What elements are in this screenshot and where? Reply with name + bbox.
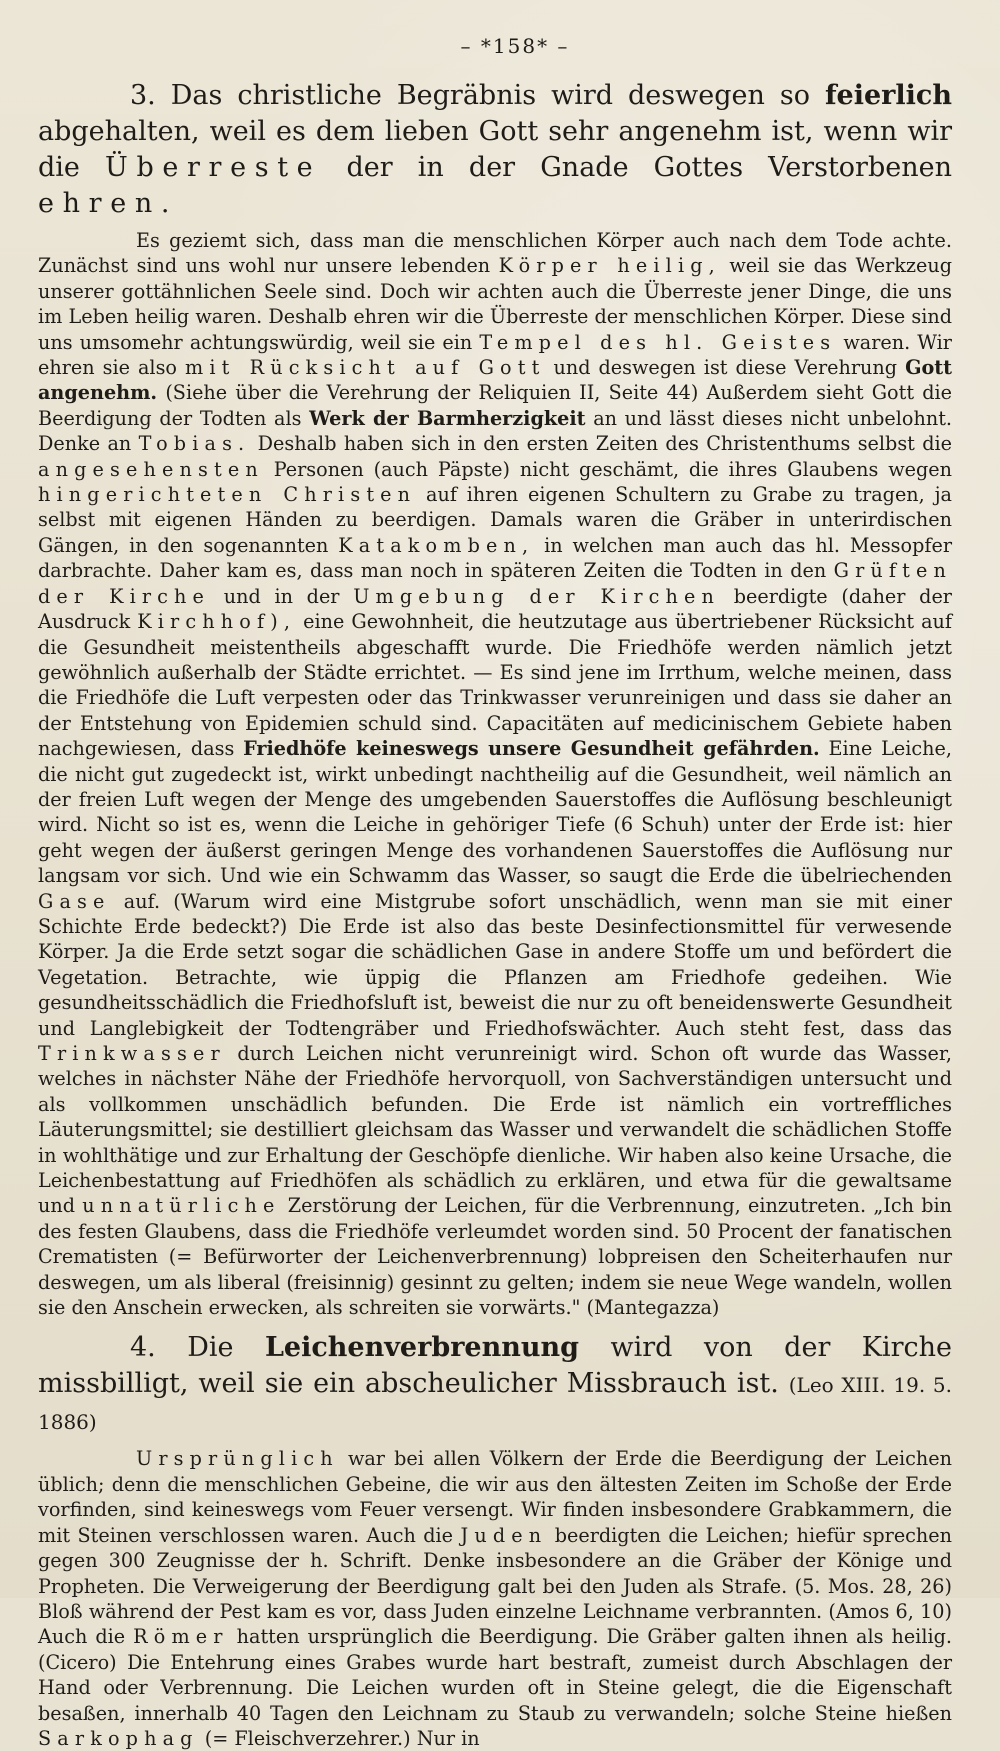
paragraph — [38, 1446, 952, 1751]
text-run: (Siehe über die Verehrung der Reliquien II, Seite 44) Außerdem sieht Gott die Beerdigung der Todten als — [38, 381, 953, 430]
text-run: weil sie das Werkzeug unserer gottähnlichen Seele sind. Doch wir achten auch die Überreste jener Dinge, die uns im Leben heilig waren. Deshalb ehren wir die Überreste der menschlichen Körper. Diese sind uns umsomehr achtungswürdig, weil sie ein — [38, 254, 953, 354]
section-3-number: 3. — [130, 80, 156, 111]
text-run: Es geziemt sich, dass man die menschlichen Körper auch nach dem Tode achte. Zunächst sind uns wohl nur unsere lebenden — [38, 229, 952, 278]
section-4-number: 4. — [130, 1332, 156, 1364]
spaced-text: Tempel des hl. Geistes — [479, 330, 837, 354]
bold-text: Werk der Barmherzigkeit — [309, 406, 586, 430]
section-3-heading — [38, 78, 952, 222]
heading-text: wird von der Kirche missbilligt, weil sie ein abscheulicher Missbrauch ist. — [38, 1332, 952, 1400]
spaced-text: Umgebung der Kirchen — [353, 584, 721, 608]
text-run: Personen (auch Päpste) nicht geschämt, die ihres Glaubens wegen — [273, 457, 952, 481]
spaced-text: Römer — [133, 1625, 229, 1649]
text-run: Deshalb haben sich in den ersten Zeiten des Christenthums selbst die — [257, 432, 953, 456]
spaced-text: angesehensten — [38, 457, 264, 481]
text-run: (= Fleischverzehrer.) Nur in — [204, 1726, 480, 1750]
text-run: auf. (Warum wird eine Mistgrube sofort unschädlich, wenn man sie mit einer Schichte Erde bedeckt?) Die Erde ist also das beste Desinfectionsmittel für verwesende Körper. Ja die Erde setzt sogar die schädlichen Gase in andere Stoffe um und befördert die Vegetation. Betrachte, wie üppig die Pflanzen am Friedhofe gedeihen. Wie gesundheitsschädlich die Friedhofsluft ist, beweist die nur zu oft beneidenswerte Gesundheit und Langlebigkeit der Todtengräber und Friedhofswächter. Auch steht fest, dass das — [38, 889, 952, 1040]
spaced-text: Körper heilig, — [498, 254, 721, 278]
text-run: in welchen man auch das hl. Messopfer darbrachte. Daher kam es, dass man noch in späteren Zeiten die Todten in den — [38, 533, 952, 583]
text-run: eine Gewohnheit, die heutzutage aus übertriebener Rücksicht auf die Gesundheit meistentheils abgeschafft wurde. Die Friedhöfe werden nämlich jetzt gewöhnlich außerhalb der Städte errichtet. — Es sind jene im Irrthum, welche meinen, dass die Friedhöfe die Luft verpesten oder das Trinkwasser verunreinigen und dass sie daher an der Entstehung von Epidemien schuld sind. Capacitäten auf medicinischem Gebiete haben nachgewiesen, dass — [38, 610, 953, 761]
heading-text: Die — [187, 1332, 234, 1364]
heading-spaced-text: Überreste — [105, 152, 322, 183]
heading-text: abgehalten, weil es dem lieben Gott sehr angenehm ist, wenn wir die — [38, 116, 952, 183]
text-run: und deswegen ist diese Verehrung — [553, 356, 898, 380]
text-run: hatten ursprünglich die Beerdigung. Die Gräber galten ihnen als heilig. (Cicero) Die Entehrung eines Grabes wurde hart bestraft, zumeist durch Abschlagen der Hand oder Verbrennung. Die Leichen wurden oft in Steine gelegt, die die Eigenschaft besaßen, innerhalb 40 Tagen den Leichnam zu Staub zu verwandeln; solche Steine hießen — [38, 1625, 952, 1725]
text-run: beerdigten die Leichen; hiefür sprechen gegen 300 Zeugnisse der h. Schrift. Denke insbesondere an die Gräber der Könige und Propheten. Die Verweigerung der Beerdigung galt bei den Juden als Strafe. (5. Mos. 28, 26) Bloß während der Pest kam es vor, dass Juden einzelne Leichname verbrannten. (Amos 6, 10) Auch die — [38, 1523, 953, 1649]
spaced-text: Gase — [38, 889, 111, 913]
spaced-text: Juden — [460, 1523, 548, 1547]
page-number: – *158* – — [460, 34, 570, 58]
spaced-text: Katakomben, — [338, 533, 535, 557]
spaced-text: Trinkwasser — [38, 1042, 226, 1065]
spaced-text: Sarkophag — [38, 1726, 199, 1750]
bold-text: Friedhöfe keineswegs unsere Gesundheit gefährden. — [243, 737, 820, 761]
spaced-text: Tobias. — [138, 432, 251, 456]
section-4-body — [38, 1446, 952, 1751]
text-run: beerdigte (daher der Ausdruck — [38, 584, 952, 634]
text-run: durch Leichen nicht verunreinigt wird. Schon oft wurde das Wasser, welches in nächster Nähe der Friedhöfe hervorquoll, von Sachverständigen untersucht und als vollkommen unschädlich befunden. Die Erde ist nämlich ein vortreffliches Läuterungsmittel; sie destilliert gleichsam das Wasser und verwandelt die schädlichen Stoffe in wohlthätige und zur Erhaltung der Geschöpfe dienliche. Wir haben also keine Ursache, die Leichenbestattung auf Friedhöfen als schädlich zu erklären, und etwa für die gewaltsame und — [38, 1042, 952, 1218]
heading-text: Das christliche Begräbnis wird deswegen so — [170, 80, 810, 111]
heading-bold-text: feierlich — [824, 80, 952, 111]
text-run: Eine Leiche, die nicht gut zugedeckt ist, wirkt unbedingt nachtheilig auf die Gesundheit, weil nämlich an der freien Luft wegen der Menge des umgebenden Sauerstoffes die Auflösung beschleunigt wird. Nicht so ist es, wenn die Leiche in gehöriger Tiefe (6 Schuh) unter der Erde ist: hier geht wegen der äußerst geringen Menge des vorhandenen Sauerstoffes die Auflösung nur langsam vor sich. Und wie ein Schwamm das Wasser, so saugt die Erde die übelriechenden — [38, 737, 952, 888]
text-run: war bei allen Völkern der Erde die Beerdigung der Leichen üblich; denn die menschlichen Gebeine, die wir aus den ältesten Zeiten im Schoße der Erde vorfinden, sind keineswegs vom Feuer versengt. Wir finden insbesondere Grabkammern, die mit Steinen verschlossen waren. Auch die — [38, 1447, 952, 1547]
paragraph — [38, 228, 952, 1320]
spaced-text: Kirchhof), — [137, 610, 297, 634]
section-4-heading — [38, 1330, 952, 1440]
text-run: Zerstörung der Leichen, für die Verbrennung, einzutreten. „Ich bin des festen Glaubens, dass die Friedhöfe verleumdet worden sind. 50 Procent der fanatischen Crematisten (= Befürworter der Leichenverbrennung) lobpreisen den Scheiterhaufen nur deswegen, um als liberal (freisinnig) gesinnt zu gelten; indem sie neue Wege wandeln, wollen sie den Anschein erwecken, als schreiten sie vorwärts." (Mantegazza) — [38, 1194, 952, 1320]
spaced-text: Ursprünglich — [136, 1447, 339, 1471]
bold-text: Gott angenehm. — [38, 356, 952, 405]
text-run: auf ihren eigenen Schultern zu Grabe zu tragen, ja selbst mit eigenen Händen zu beerdigen. Damals waren die Gräber in unterirdischen Gängen, in den sogenannten — [38, 483, 952, 557]
spaced-text: hingerichteten Christen — [38, 483, 417, 507]
citation-reference: (Leo XIII. 19. 5. 1886) — [38, 1373, 952, 1435]
section-3-body — [38, 228, 952, 1320]
spaced-text: unnatürliche — [82, 1194, 281, 1218]
spaced-text: mit Rücksicht auf Gott — [185, 356, 546, 380]
heading-spaced-text: ehren. — [38, 188, 179, 219]
spaced-text: Grüften der Kirche — [38, 559, 952, 608]
heading-text: der in der Gnade Gottes Verstorbenen — [346, 152, 952, 183]
text-run: an und lässt dieses nicht unbelohnt. Denke an — [38, 406, 952, 456]
text-run: und in der — [223, 584, 340, 608]
text-run: waren. Wir ehren sie also — [38, 330, 952, 380]
heading-bold-text: Leichenverbrennung — [264, 1332, 580, 1364]
